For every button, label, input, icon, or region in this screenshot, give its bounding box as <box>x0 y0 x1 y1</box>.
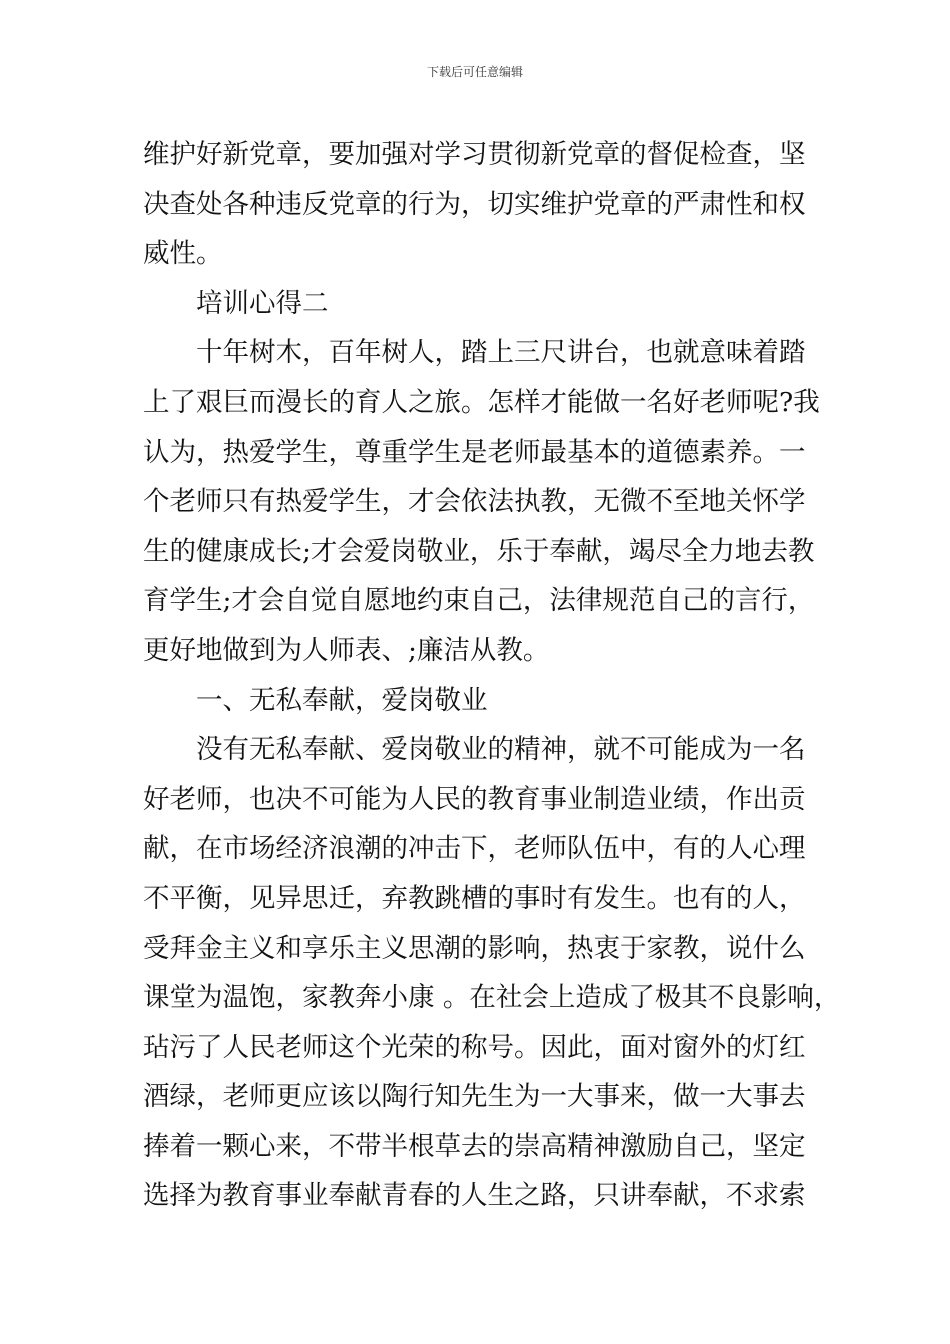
text-line: 生的健康成长;才会爱岗敬业，乐于奉献，竭尽全力地去教 <box>143 535 815 567</box>
text-line: 选择为教育事业奉献青春的人生之路，只讲奉献，不求索 <box>143 1180 806 1212</box>
text-line: 受拜金主义和享乐主义思潮的影响，热衷于家教，说什么 <box>143 932 806 964</box>
text-line: 献，在市场经济浪潮的冲击下，老师队伍中，有的人心理 <box>143 833 806 865</box>
text-line: 玷污了人民老师这个光荣的称号。因此，面对窗外的灯红 <box>143 1031 806 1063</box>
text-line: 好老师，也决不可能为人民的教育事业制造业绩，作出贡 <box>143 783 806 815</box>
text-line: 威性。 <box>143 238 223 270</box>
text-line: 捧着一颗心来，不带半根草去的崇高精神激励自己，坚定 <box>143 1130 806 1162</box>
text-line: 认为，热爱学生，尊重学生是老师最基本的道德素养。一 <box>143 436 806 468</box>
text-line: 不平衡，见异思迁，弃教跳槽的事时有发生。也有的人， <box>143 882 806 914</box>
text-line: 个老师只有热爱学生，才会依法执教，无微不至地关怀学 <box>143 486 806 518</box>
text-line: 十年树木，百年树人，踏上三尺讲台，也就意味着踏 <box>196 337 806 369</box>
text-line: 维护好新党章，要加强对学习贯彻新党章的督促检查，坚 <box>143 139 806 170</box>
text-line: 育学生;才会自觉自愿地约束自己，法律规范自己的言行， <box>143 585 815 617</box>
text-line: 酒绿，老师更应该以陶行知先生为一大事来，做一大事去 <box>143 1081 806 1113</box>
document-body <box>143 130 841 1221</box>
text-line: 决查处各种违反党章的行为，切实维护党章的严肃性和权 <box>143 188 806 220</box>
header-note: 下载后可任意编辑 <box>426 65 523 79</box>
text-line: 更好地做到为人师表、;廉洁从教。 <box>143 634 550 666</box>
section-heading: 一、无私奉献，爱岗敬业 <box>196 684 488 716</box>
text-line: 上了艰巨而漫长的育人之旅。怎样才能做一名好老师呢?我 <box>143 386 820 418</box>
section-heading: 培训心得二 <box>196 287 329 319</box>
text-line: 课堂为温饱，家教奔小康 。在社会上造成了极其不良影响， <box>143 982 841 1014</box>
text-line: 没有无私奉献、爱岗敬业的精神，就不可能成为一名 <box>196 734 806 766</box>
